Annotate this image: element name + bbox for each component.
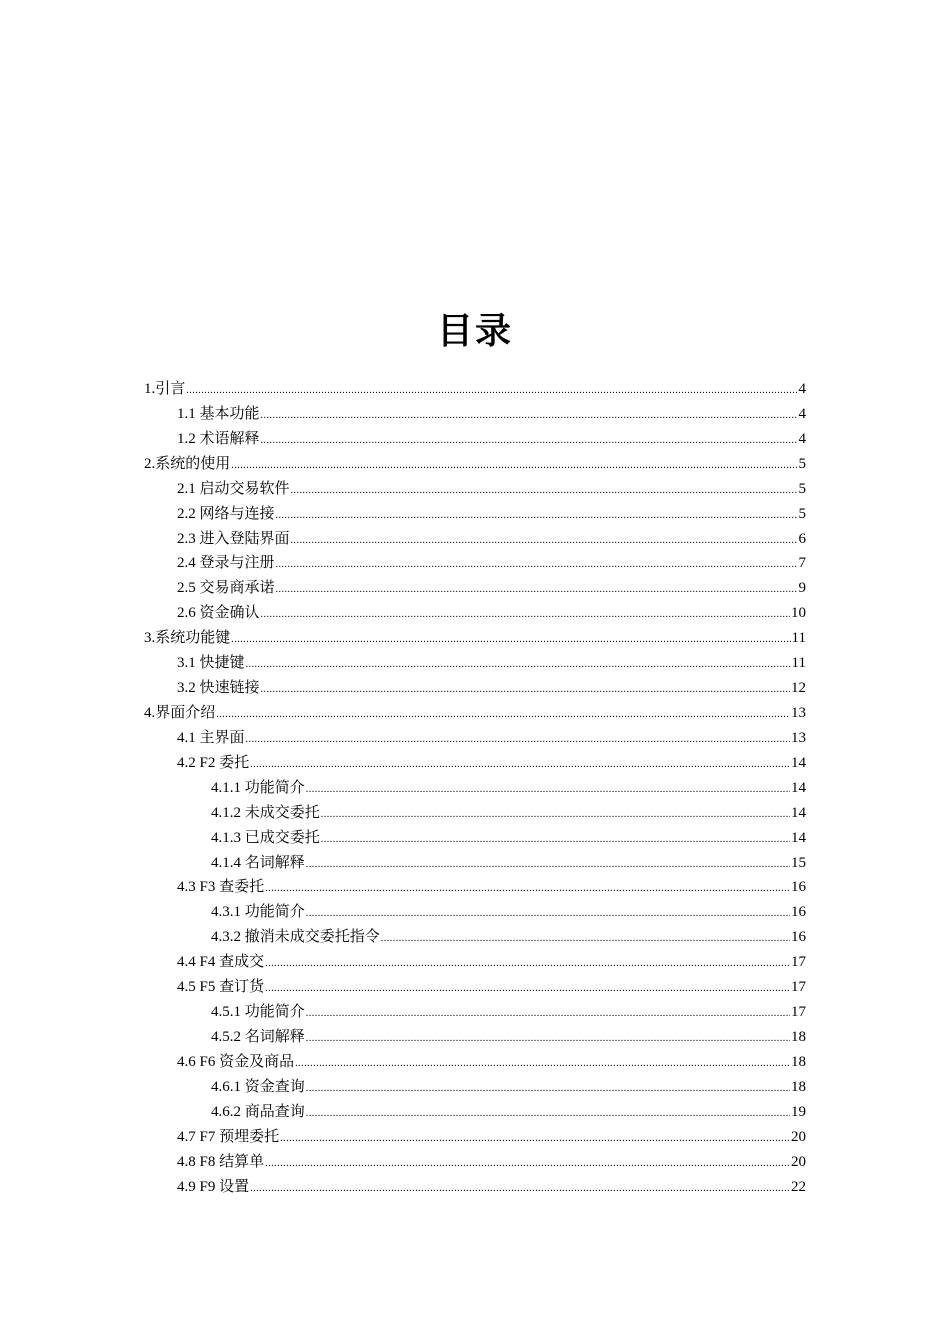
toc-entry-page-number: 16 xyxy=(791,904,806,921)
toc-entry[interactable] xyxy=(144,626,806,651)
toc-entry[interactable] xyxy=(144,726,806,751)
toc-entry-label: 2.2 网络与连接 xyxy=(177,505,275,522)
toc-dot-leader xyxy=(280,1127,790,1152)
toc-entry[interactable] xyxy=(144,701,806,726)
toc-entry-page-number: 17 xyxy=(791,979,806,996)
toc-dot-leader xyxy=(186,379,797,404)
toc-entry[interactable] xyxy=(144,477,806,502)
toc-entry-label: 4.2 F2 委托 xyxy=(177,754,250,771)
toc-entry-label: 2.系统的使用 xyxy=(144,455,231,472)
toc-entry[interactable] xyxy=(144,1000,806,1025)
toc-entry-page-number: 12 xyxy=(791,680,806,697)
toc-entry-page-number: 5 xyxy=(798,455,806,472)
toc-entry[interactable] xyxy=(144,1125,806,1150)
toc-dot-leader xyxy=(291,479,798,504)
toc-entry-page-number: 17 xyxy=(791,1004,806,1021)
toc-entry-page-number: 19 xyxy=(791,1103,806,1120)
toc-dot-leader xyxy=(265,952,790,977)
toc-entry[interactable] xyxy=(144,551,806,576)
toc-entry-label: 4.7 F7 预埋委托 xyxy=(177,1128,280,1145)
toc-entry[interactable] xyxy=(144,851,806,876)
toc-dot-leader xyxy=(306,1102,790,1127)
toc-entry[interactable] xyxy=(144,1150,806,1175)
toc-entry-label: 2.1 启动交易软件 xyxy=(177,480,290,497)
toc-entry-label: 3.2 快速链接 xyxy=(177,680,260,697)
toc-entry-page-number: 7 xyxy=(798,555,806,572)
toc-dot-leader xyxy=(306,853,790,878)
toc-entry-page-number: 16 xyxy=(791,879,806,896)
toc-entry-page-number: 10 xyxy=(791,605,806,622)
toc-entry-page-number: 6 xyxy=(798,530,806,547)
toc-entry[interactable] xyxy=(144,651,806,676)
toc-entry[interactable] xyxy=(144,1075,806,1100)
toc-entry-label: 4.5.1 功能简介 xyxy=(211,1004,305,1021)
toc-dot-leader xyxy=(246,653,791,678)
toc-dot-leader xyxy=(381,927,790,952)
toc-entry-label: 1.引言 xyxy=(144,381,186,397)
toc-entry[interactable] xyxy=(144,427,806,452)
table-of-contents xyxy=(144,377,806,1199)
toc-entry-page-number: 16 xyxy=(791,929,806,946)
toc-dot-leader xyxy=(265,977,790,1002)
toc-entry-label: 4.4 F4 查成交 xyxy=(177,954,265,971)
toc-dot-leader xyxy=(250,1177,790,1202)
toc-entry-page-number: 4 xyxy=(798,381,806,397)
toc-entry[interactable] xyxy=(144,826,806,851)
toc-entry[interactable] xyxy=(144,776,806,801)
toc-entry[interactable] xyxy=(144,900,806,925)
toc-entry-page-number: 15 xyxy=(791,854,806,871)
toc-dot-leader xyxy=(321,803,790,828)
toc-entry-page-number: 20 xyxy=(791,1128,806,1145)
toc-entry-label: 2.4 登录与注册 xyxy=(177,555,275,572)
toc-dot-leader xyxy=(261,404,798,429)
toc-dot-leader xyxy=(306,1027,790,1052)
toc-entry-page-number: 13 xyxy=(791,729,806,746)
toc-dot-leader xyxy=(216,703,790,728)
toc-dot-leader xyxy=(246,728,790,753)
toc-entry-page-number: 14 xyxy=(791,754,806,771)
toc-entry[interactable] xyxy=(144,402,806,427)
toc-entry[interactable] xyxy=(144,1175,806,1200)
toc-entry-page-number: 14 xyxy=(791,804,806,821)
toc-entry-page-number: 22 xyxy=(791,1178,806,1195)
toc-entry[interactable] xyxy=(144,377,806,402)
toc-entry-label: 4.9 F9 设置 xyxy=(177,1178,250,1195)
toc-entry-page-number: 17 xyxy=(791,954,806,971)
toc-entry-label: 4.界面介绍 xyxy=(144,704,216,721)
toc-dot-leader xyxy=(306,1002,790,1027)
toc-entry[interactable] xyxy=(144,601,806,626)
toc-entry[interactable] xyxy=(144,925,806,950)
toc-dot-leader xyxy=(261,429,798,454)
toc-entry[interactable] xyxy=(144,502,806,527)
toc-entry-page-number: 4 xyxy=(798,430,806,447)
toc-entry[interactable] xyxy=(144,1025,806,1050)
toc-entry-page-number: 11 xyxy=(791,630,806,647)
toc-entry-label: 3.系统功能键 xyxy=(144,630,231,647)
toc-entry[interactable] xyxy=(144,1050,806,1075)
toc-dot-leader xyxy=(291,529,798,554)
toc-entry-page-number: 5 xyxy=(798,480,806,497)
toc-entry-label: 4.5 F5 查订货 xyxy=(177,979,265,996)
toc-dot-leader xyxy=(261,603,790,628)
toc-dot-leader xyxy=(231,628,790,653)
toc-entry-page-number: 11 xyxy=(791,655,806,672)
toc-dot-leader xyxy=(306,902,790,927)
toc-entry-page-number: 14 xyxy=(791,779,806,796)
toc-entry-label: 4.1.2 未成交委托 xyxy=(211,804,320,821)
toc-dot-leader xyxy=(295,1052,790,1077)
toc-entry[interactable] xyxy=(144,950,806,975)
toc-entry[interactable] xyxy=(144,527,806,552)
toc-entry[interactable] xyxy=(144,751,806,776)
toc-entry-label: 4.1.3 已成交委托 xyxy=(211,829,320,846)
toc-entry-label: 1.1 基本功能 xyxy=(177,405,260,422)
toc-entry[interactable] xyxy=(144,875,806,900)
toc-entry-page-number: 4 xyxy=(798,405,806,422)
toc-entry-page-number: 14 xyxy=(791,829,806,846)
toc-entry-label: 1.2 术语解释 xyxy=(177,430,260,447)
toc-dot-leader xyxy=(276,504,798,529)
toc-dot-leader xyxy=(265,1152,790,1177)
toc-dot-leader xyxy=(306,1077,790,1102)
toc-dot-leader xyxy=(321,828,790,853)
page-title: 目录 xyxy=(436,311,513,352)
toc-dot-leader xyxy=(250,753,790,778)
toc-entry-label: 4.1.1 功能简介 xyxy=(211,779,305,796)
toc-entry[interactable] xyxy=(144,801,806,826)
toc-entry-label: 2.3 进入登陆界面 xyxy=(177,530,290,547)
toc-entry-page-number: 20 xyxy=(791,1153,806,1170)
toc-entry-page-number: 9 xyxy=(798,580,806,597)
toc-entry[interactable] xyxy=(144,576,806,601)
toc-dot-leader xyxy=(261,678,790,703)
toc-entry[interactable] xyxy=(144,1100,806,1125)
toc-entry[interactable] xyxy=(144,676,806,701)
toc-dot-leader xyxy=(276,553,798,578)
toc-entry-label: 2.5 交易商承诺 xyxy=(177,580,275,597)
toc-entry-label: 4.6 F6 资金及商品 xyxy=(177,1053,295,1070)
toc-dot-leader xyxy=(231,454,797,479)
toc-entry-label: 2.6 资金确认 xyxy=(177,605,260,622)
toc-dot-leader xyxy=(306,778,790,803)
toc-entry-label: 4.1 主界面 xyxy=(177,729,245,746)
toc-entry[interactable] xyxy=(144,975,806,1000)
toc-entry-label: 4.6.2 商品查询 xyxy=(211,1103,305,1120)
toc-entry-page-number: 5 xyxy=(798,505,806,522)
toc-entry-page-number: 18 xyxy=(791,1028,806,1045)
toc-entry-label: 4.3.2 撤消未成交委托指令 xyxy=(211,929,380,946)
toc-entry[interactable] xyxy=(144,452,806,477)
toc-entry-label: 4.3 F3 查委托 xyxy=(177,879,265,896)
toc-entry-label: 4.8 F8 结算单 xyxy=(177,1153,265,1170)
toc-dot-leader xyxy=(276,578,798,603)
toc-entry-label: 4.6.1 资金查询 xyxy=(211,1078,305,1095)
toc-entry-page-number: 13 xyxy=(791,704,806,721)
toc-entry-label: 4.1.4 名词解释 xyxy=(211,854,305,871)
toc-entry-label: 3.1 快捷键 xyxy=(177,655,245,672)
toc-dot-leader xyxy=(265,877,790,902)
toc-entry-page-number: 18 xyxy=(791,1078,806,1095)
toc-entry-page-number: 18 xyxy=(791,1053,806,1070)
toc-entry-label: 4.5.2 名词解释 xyxy=(211,1028,305,1045)
toc-entry-label: 4.3.1 功能简介 xyxy=(211,904,305,921)
